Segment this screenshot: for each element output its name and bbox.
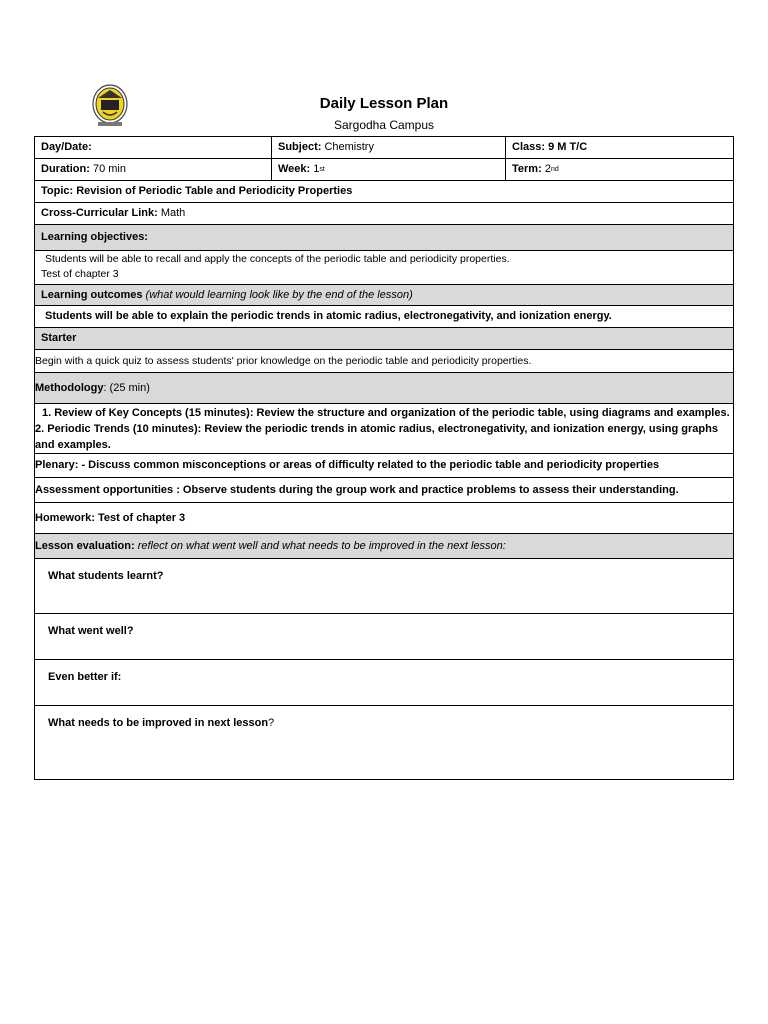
cross-curricular-label: Cross-Curricular Link: [41,207,158,219]
term-label: Term: [512,163,542,175]
class-label: Class: 9 M T/C [512,141,588,153]
evaluation-hint: reflect on what went well and what needs to be improved in the next lesson: [137,539,506,552]
objectives-body[interactable] [35,251,733,285]
page-title: Daily Lesson Plan [319,95,449,112]
eval-even-better-label: Even better if: [48,671,122,683]
outcomes-label: Learning outcomes [41,288,143,301]
methodology-body[interactable] [35,404,733,454]
objectives-line-1: Students will be able to recall and apply the concepts of the periodic table and periodicity properties. [45,253,510,265]
homework-row[interactable]: Homework: Test of chapter 3 [35,503,733,534]
duration-label: Duration: [41,163,90,175]
methodology-label: Methodology [35,381,104,394]
objectives-heading: Learning objectives: [35,225,733,251]
duration-cell[interactable] [35,159,272,180]
methodology-item-2: 2. Periodic Trends (10 minutes): Review the periodic trends in atomic radius, electronegativity, and ionization energy, using graphs and examples. [35,423,718,451]
subject-cell[interactable] [272,137,506,158]
outcomes-heading [35,285,733,306]
outcomes-text[interactable]: Students will be able to explain the periodic trends in atomic radius, electronegativity, and ionization energy. [35,306,733,328]
eval-needs-improvement-label [35,706,733,731]
assessment-row[interactable]: Assessment opportunities : Observe students during the group work and practice problems to assess their understanding. [35,478,733,503]
day-date-cell[interactable] [35,137,272,158]
starter-heading: Starter [35,328,733,350]
info-row-1 [35,137,733,159]
eval-even-better-row[interactable] [35,660,733,706]
starter-text[interactable]: Begin with a quick quiz to assess students' prior knowledge on the periodic table and periodicity properties. [35,350,733,373]
cross-curricular-value: Math [160,207,186,219]
methodology-item-1: 1. Review of Key Concepts (15 minutes): Review the structure and organization of the periodic table, using diagrams and examples. [42,407,730,419]
duration-value: 70 min [92,163,126,175]
week-cell[interactable]: Week: 1 st [272,159,506,180]
methodology-heading [35,373,733,404]
eval-went-well-row[interactable] [35,614,733,660]
term-cell[interactable]: Term: 2 nd [512,163,559,175]
evaluation-label: Lesson evaluation: [35,539,135,552]
methodology-duration: : (25 min) [103,381,150,394]
eval-went-well-label: What went well? [48,625,134,637]
info-row-2 [35,159,733,181]
term-value: 2 [544,163,551,175]
eval-needs-improvement-row[interactable] [35,706,733,779]
subject-label: Subject: [278,141,322,153]
outcomes-hint: (what would learning look like by the end of the lesson) [145,288,413,301]
objectives-line-2: Test of chapter 3 [41,268,119,280]
class-cell[interactable] [506,137,733,158]
day-date-label: Day/Date: [41,141,92,153]
subject-value: Chemistry [324,141,374,153]
lesson-plan-table [34,136,734,780]
eval-students-learnt-label: What students learnt? [48,570,164,582]
eval-question-mark: ? [268,717,275,729]
eval-students-learnt-row[interactable] [35,559,733,614]
campus-name: Sargodha Campus [333,118,435,132]
eval-needs-improvement-text: What needs to be improved in next lesson [48,717,269,729]
week-value: 1 [313,163,320,175]
cross-curricular-row[interactable] [35,203,733,225]
topic-row[interactable]: Topic: Revision of Periodic Table and Periodicity Properties [35,181,733,203]
week-label: Week: [278,163,311,175]
plenary-row[interactable]: Plenary: - Discuss common misconceptions or areas of difficulty related to the periodic table and periodicity properties [35,454,733,478]
evaluation-heading [35,534,733,559]
